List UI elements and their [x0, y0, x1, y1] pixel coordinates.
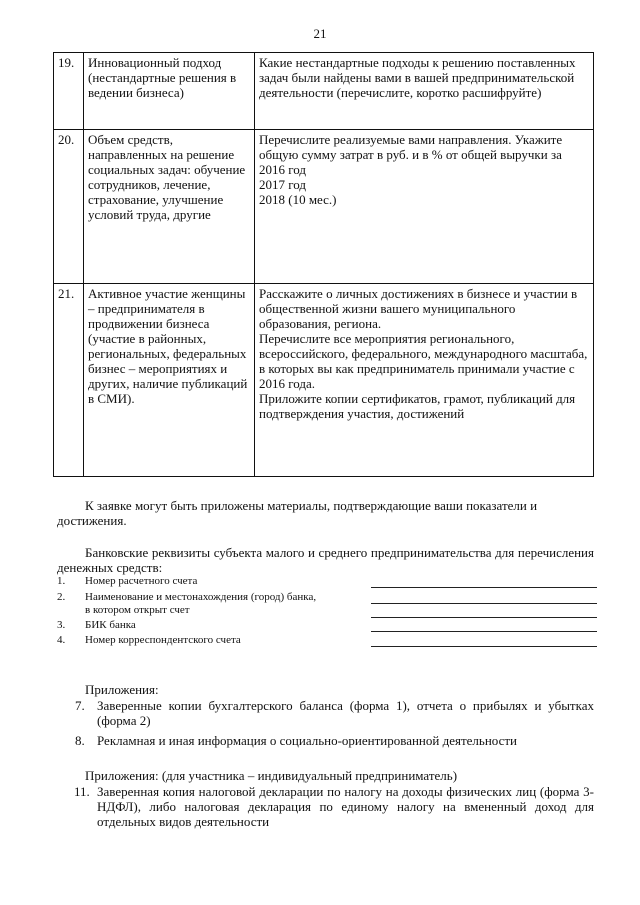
attachment-number: 8. — [75, 733, 85, 748]
bank-item-number: 2. — [57, 591, 66, 603]
bank-item-label: БИК банка — [85, 619, 136, 631]
bank-item-number: 1. — [57, 575, 66, 587]
bank-item-number: 4. — [57, 634, 66, 646]
attachments-note: К заявке могут быть приложены материалы, подтверждающие ваши показатели и достижения. — [57, 498, 538, 528]
criterion-description: Перечислите реализуемые вами направления. Укажите общую сумму затрат в руб. и в % от общей выручки за 2016 год 2017 год 2018 (10 мес.) — [255, 130, 594, 284]
attachment-number: 11. — [74, 784, 90, 799]
attachment-text: Заверенная копия налоговой декларации по налогу на доходы физических лиц (форма 3-НДФЛ), либо налоговая декларация по единому налогу на вмененный доход для отдельных видов деятельности — [97, 784, 594, 829]
bank-item-label: в котором открыт счет — [85, 604, 190, 616]
table-row — [54, 130, 594, 284]
criterion-label: Инновационный подход (нестандартные решения в ведении бизнеса) — [84, 53, 255, 130]
table-row — [54, 53, 594, 130]
row-number: 20. — [54, 130, 84, 284]
criterion-label: Объем средств, направленных на решение социальных задач: обучение сотрудников, лечение, страхование, улучшение условий труда, другие — [84, 130, 255, 284]
attachments-title: Приложения: — [85, 682, 159, 697]
table-row — [54, 284, 594, 477]
page-number: 21 — [313, 26, 327, 41]
bank-details-intro: Банковские реквизиты субъекта малого и среднего предпринимательства для перечисления денежных средств: — [57, 545, 594, 575]
bank-location-field[interactable] — [371, 617, 597, 618]
attachment-text: Рекламная и иная информация о социально-ориентированной деятельности — [97, 733, 518, 748]
criterion-description: Какие нестандартные подходы к решению поставленных задач были найдены вами в вашей предпринимательской деятельности (перечислите, коротко расшифруйте) — [255, 53, 594, 130]
row-number: 21. — [54, 284, 84, 477]
attachment-number: 7. — [75, 698, 85, 713]
account-number-field[interactable] — [371, 587, 597, 588]
row-number: 19. — [54, 53, 84, 130]
criterion-description: Расскажите о личных достижениях в бизнесе и участии в общественной жизни вашего муниципального образования, региона. Перечислите все мероприятия регионального, всероссийского, федерального, международного масштаба, в которых вы как предприниматель принимали участие с 2016 года. Приложите копии сертификатов, грамот, публикаций для подтверждения участия, достижений — [255, 284, 594, 477]
attachment-text: Заверенные копии бухгалтерского баланса (форма 1), отчета о прибылях и убытках (форма 2) — [97, 698, 594, 728]
bank-name-field[interactable] — [371, 603, 597, 604]
bank-item-label: Номер корреспондентского счета — [85, 634, 241, 646]
corr-account-field[interactable] — [371, 646, 597, 647]
criterion-label: Активное участие женщины – предпринимателя в продвижении бизнеса (участие в районных, региональных, федеральных бизнес – мероприятиях и других, наличие публикаций в СМИ). — [84, 284, 255, 477]
bank-item-number: 3. — [57, 619, 66, 631]
bank-item-label: Наименование и местонахождения (город) банка, — [85, 591, 317, 603]
criteria-table — [53, 52, 594, 477]
bik-field[interactable] — [371, 631, 597, 632]
bank-item-label: Номер расчетного счета — [85, 575, 198, 587]
attachments-ip-title: Приложения: (для участника – индивидуальный предприниматель) — [85, 768, 458, 783]
